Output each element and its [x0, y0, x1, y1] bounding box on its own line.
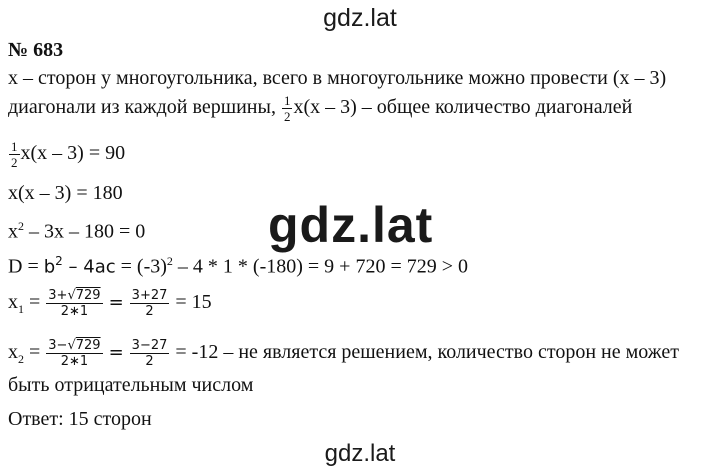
x1-frac2-den: 2 — [145, 303, 154, 319]
eq3-sup: 2 — [18, 219, 24, 233]
x1-sub: 1 — [18, 302, 24, 316]
x1-equals: = — [108, 292, 124, 313]
x1-frac1-num-a: 3+ — [48, 287, 68, 303]
x2-fraction-1 — [46, 339, 102, 368]
x2-equals: = — [108, 342, 124, 363]
answer: Ответ: 15 сторон — [8, 408, 152, 430]
line2-fraction — [282, 94, 293, 123]
disc-4ac: – 4ac — [62, 256, 116, 278]
eq3-rest: – 3x – 180 = 0 — [24, 220, 146, 243]
solution-line-2 — [8, 94, 632, 123]
x1-frac1-radicand: 729 — [75, 287, 101, 303]
disc-sub-a: = (-3) — [115, 255, 167, 278]
x2-frac2-den: 2 — [145, 353, 154, 369]
eq3-x: x — [8, 220, 18, 243]
root-x1-line — [8, 284, 212, 327]
line2-text-b: x(x – 3) – общее количество диагоналей — [293, 96, 633, 119]
x2-frac1-radicand: 729 — [75, 337, 101, 353]
disc-b-sup: 2 — [55, 254, 63, 268]
line2-text-a: диагонали из каждой вершины, — [8, 96, 276, 119]
x1-fraction-2 — [130, 289, 170, 318]
x2-fraction-2 — [130, 339, 170, 368]
watermark-top: gdz.lat — [323, 4, 397, 32]
x1-frac1-num: 3+√729 — [48, 287, 101, 303]
x1-result: = 15 — [175, 291, 212, 313]
disc-b: b — [43, 256, 56, 278]
x1-fraction-1 — [46, 289, 102, 318]
eq1-frac-num: 1 — [11, 139, 18, 154]
x2-label: x — [8, 341, 18, 363]
equation-1 — [8, 140, 125, 169]
line2-frac-den: 2 — [283, 109, 291, 124]
disc-sub-sup: 2 — [166, 254, 173, 268]
root-x2-line — [8, 334, 679, 377]
x2-eq: = — [24, 341, 46, 363]
equation-3 — [8, 214, 145, 244]
solution-line-1: x – сторон у многоугольника, всего в многоугольнике можно провести (x – 3) — [8, 67, 667, 89]
x1-frac2-num: 3+27 — [131, 287, 168, 303]
x2-frac1-num-a: 3− — [48, 337, 68, 353]
disc-sub-b: – 4 * 1 * (-180) = 9 + 720 = 729 > 0 — [172, 255, 469, 278]
x2-result: = -12 – не является решением, количество сторон не может — [175, 341, 679, 363]
x1-eq: = — [24, 291, 46, 313]
eq1-fraction — [9, 140, 20, 169]
line2-frac-num: 1 — [283, 93, 291, 108]
watermark-center: gdz.lat — [268, 197, 434, 253]
x2-frac2-num: 3−27 — [131, 337, 168, 353]
x2-frac1-den: 2∗1 — [60, 353, 89, 369]
x2-sub: 2 — [18, 352, 24, 366]
x2-explanation-line-2: быть отрицательным числом — [8, 374, 254, 396]
eq1-rest: x(x – 3) = 90 — [20, 142, 126, 165]
x2-frac1-num: 3−√729 — [48, 337, 101, 353]
watermark-bottom: gdz.lat — [324, 440, 396, 467]
problem-number: № 683 — [8, 39, 64, 61]
eq1-frac-den: 2 — [11, 155, 18, 170]
disc-label: D = — [8, 255, 44, 278]
x1-frac1-den: 2∗1 — [60, 303, 89, 319]
equation-2: x(x – 3) = 180 — [8, 182, 123, 204]
x1-label: x — [8, 291, 18, 313]
